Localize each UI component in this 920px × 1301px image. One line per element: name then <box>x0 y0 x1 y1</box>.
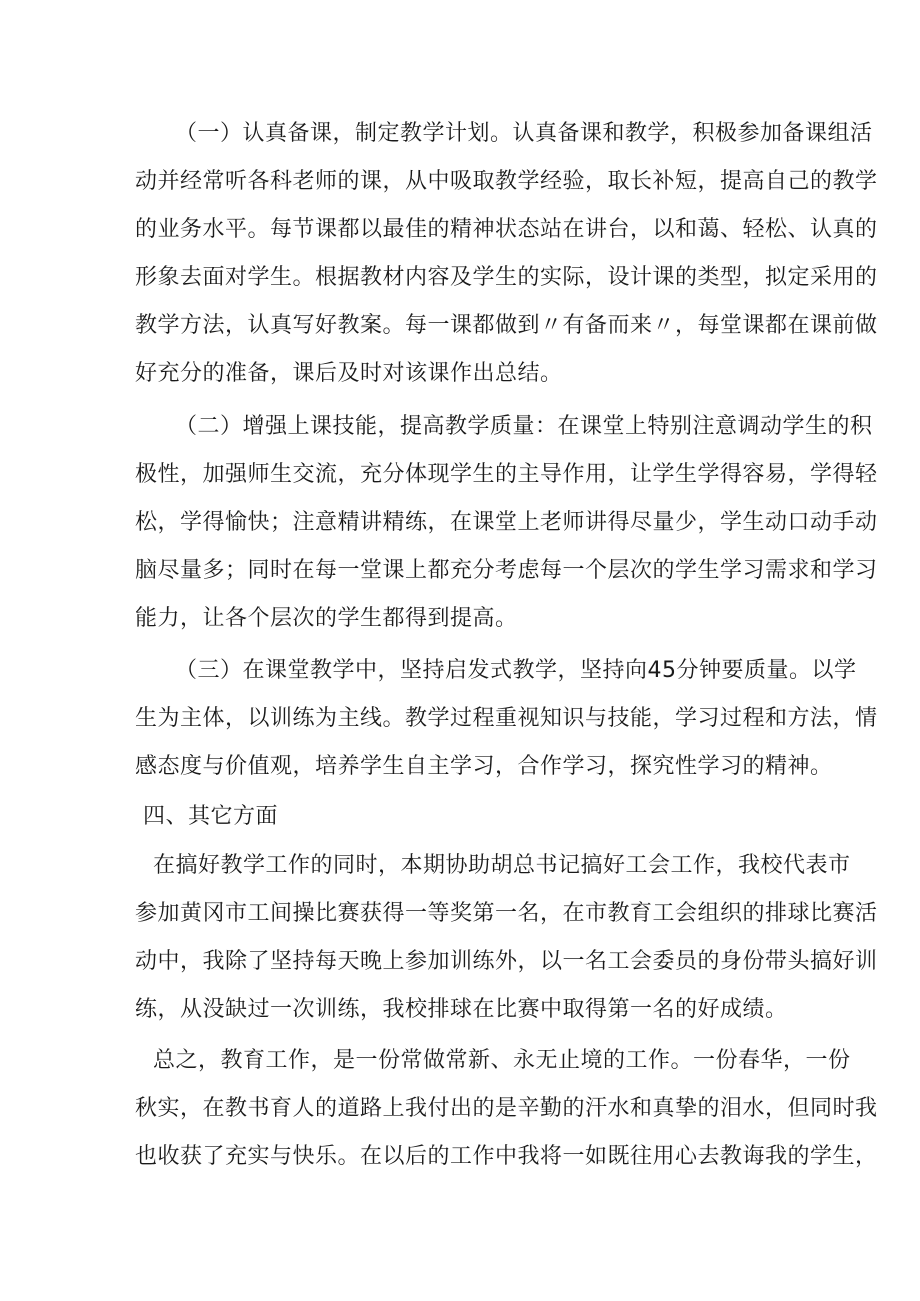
text-line: 教学方法，认真写好教案。每一课都做到〃有备而来〃，每堂课都在课前做 <box>135 313 878 338</box>
section-heading-other <box>135 793 795 841</box>
text-line: 总之，教育工作，是一份常做常新、永无止境的工作。一份春华，一份 <box>153 1048 851 1073</box>
text-line: 动并经常听各科老师的课，从中吸取教学经验，取长补短，提高自己的教学 <box>135 169 878 194</box>
text-line: 感态度与价值观，培养学生自主学习，合作学习，探究性学习的精神。 <box>135 754 833 779</box>
text-line: 能力，让各个层次的学生都得到提高。 <box>135 606 518 631</box>
paragraph-classroom-teaching <box>135 647 878 791</box>
text-line: 在搞好教学工作的同时，本期协助胡总书记搞好工会工作，我校代表市 <box>153 853 851 878</box>
text-line: （二）增强上课技能，提高教学质量：在课堂上特别注意调动学生的积 <box>175 414 873 439</box>
text-line: 好充分的准备，课后及时对该课作出总结。 <box>135 361 563 386</box>
text-line: 极性，加强师生交流，充分体现学生的主导作用，让学生学得容易，学得轻 <box>135 462 878 487</box>
text-line: 也收获了充实与快乐。在以后的工作中我将一如既往用心去教诲我的学生， <box>135 1144 878 1169</box>
text-line: 动中，我除了坚持每天晚上参加训练外，以一名工会委员的身份带头搞好训 <box>135 949 878 974</box>
text-line: 松，学得愉快；注意精讲精练，在课堂上老师讲得尽量少，学生动口动手动 <box>135 510 878 535</box>
paragraph-union-work <box>135 842 878 1034</box>
paragraph-teaching-skills <box>135 403 878 643</box>
text-line: 生为主体，以训练为主线。教学过程重视知识与技能，学习过程和方法，情 <box>135 706 878 731</box>
text-line: 形象去面对学生。根据教材内容及学生的实际，设计课的类型，拟定采用的 <box>135 265 878 290</box>
text-line: 秋实，在教书育人的道路上我付出的是辛勤的汗水和真挚的泪水，但同时我 <box>135 1096 878 1121</box>
text-line: 练，从没缺过一次训练，我校排球在比赛中取得第一名的好成绩。 <box>135 997 788 1022</box>
paragraph-summary <box>135 1037 878 1181</box>
text-line: （一）认真备课，制定教学计划。认真备课和教学，积极参加备课组活 <box>175 121 873 146</box>
text-line: 脑尽量多；同时在每一堂课上都充分考虑每一个层次的学生学习需求和学习 <box>135 558 878 583</box>
heading-text: 四、其它方面 <box>143 804 279 829</box>
text-line: 参加黄冈市工间操比赛获得一等奖第一名，在市教育工会组织的排球比赛活 <box>135 901 878 926</box>
text-line: 的业务水平。每节课都以最佳的精神状态站在讲台，以和蔼、轻松、认真的 <box>135 217 878 242</box>
paragraph-lesson-prep <box>135 110 878 398</box>
text-line: （三）在课堂教学中，坚持启发式教学，坚持向45分钟要质量。以学 <box>175 658 857 683</box>
